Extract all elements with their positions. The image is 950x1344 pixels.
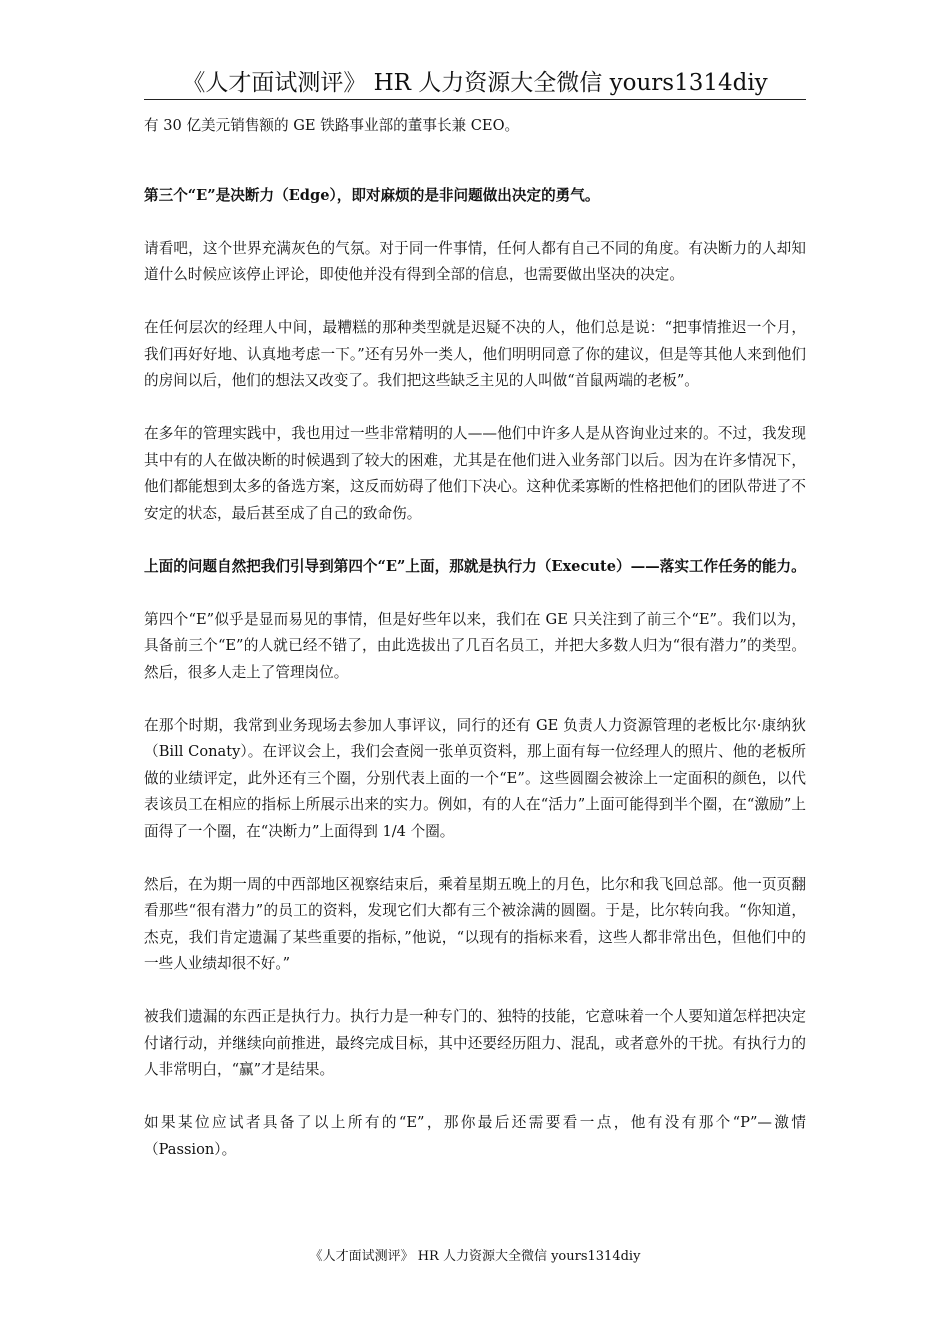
document-body	[144, 113, 806, 1190]
paragraph-passion: 如果某位应试者具备了以上所有的“E”，那你最后还需要看一点，他有没有那个“P”—激情（Passion）。	[144, 1114, 806, 1158]
paragraph-ceo-intro: 有 30 亿美元销售额的 GE 铁路事业部的董事长兼 CEO。	[144, 117, 520, 134]
page-header-title: 《人才面试测评》 HR 人力资源大全微信 yours1314diy	[182, 70, 768, 96]
heading-fourth-e-execute: 上面的问题自然把我们引导到第四个“E”上面，那就是执行力（Execute）——落实工作任务的能力。	[144, 557, 806, 575]
header-divider	[144, 99, 806, 100]
paragraph-edge-grey-world: 请看吧，这个世界充满灰色的气氛。对于同一件事情，任何人都有自己不同的角度。有决断力的人却知道什么时候应该停止评论，即使他并没有得到全部的信息，也需要做出坚决的决定。	[144, 239, 806, 283]
heading-third-e-edge: 第三个“E”是决断力（Edge），即对麻烦的是非问题做出决定的勇气。	[144, 186, 600, 204]
page-footer: 《人才面试测评》 HR 人力资源大全微信 yours1314diy	[309, 1249, 641, 1264]
paragraph-execution-skill: 被我们遗漏的东西正是执行力。执行力是一种专门的、独特的技能，它意味着一个人要知道怎样把决定付诸行动，并继续向前推进，最终完成目标，其中还要经历阻力、混乱，或者意外的干扰。有执行力的人非常明白，“赢”才是结果。	[144, 1008, 806, 1078]
paragraph-first-three-e: 第四个“E”似乎是显而易见的事情，但是好些年以来，我们在 GE 只关注到了前三个“E”。我们以为，具备前三个“E”的人就已经不错了，由此选拔出了几百名员工，并把大多数人归为“很有潜力”的类型。然后，很多人走上了管理岗位。	[144, 610, 806, 681]
paragraph-indecisive-managers: 在任何层次的经理人中间，最糟糕的那种类型就是迟疑不决的人，他们总是说：“把事情推迟一个月，我们再好好地、认真地考虑一下。”还有另外一类人，他们明明同意了你的建议，但是等其他人来到他们的房间以后，他们的想法又改变了。我们把这些缺乏主见的人叫做“首鼠两端的老板”。	[144, 319, 806, 389]
paragraph-personnel-review: 在那个时期，我常到业务现场去参加人事评议，同行的还有 GE 负责人力资源管理的老板比尔·康纳狄（Bill Conaty）。在评议会上，我们会查阅一张单页资料，那上面有每一位经理人的照片、他的老板所做的业绩评定，此外还有三个圈，分别代表上面的一个“E”。这些圆圈会被涂上一定面积的颜色，以代表该员工在相应的指标上所展示出来的实力。例如，有的人在“活力”上面可能得到半个圈，在“激励”上面得了一个圈，在“决断力”上面得到 1/4 个圈。	[144, 716, 806, 840]
paragraph-flight-home: 然后，在为期一周的中西部地区视察结束后，乘着星期五晚上的月色，比尔和我飞回总部。他一页页翻看那些“很有潜力”的员工的资料，发现它们大都有三个被涂满的圆圈。于是，比尔转向我。“你知道，杰克，我们肯定遗漏了某些重要的指标，”他说，“以现有的指标来看，这些人都非常出色，但他们中的一些人业绩却很不好。”	[144, 875, 806, 972]
paragraph-consultants: 在多年的管理实践中，我也用过一些非常精明的人——他们中许多人是从咨询业过来的。不过，我发现其中有的人在做决断的时候遇到了较大的困难，尤其是在他们进入业务部门以后。因为在许多情况下，他们都能想到太多的备选方案，这反而妨碍了他们下决心。这种优柔寡断的性格把他们的团队带进了不安定的状态，最后甚至成了自己的致命伤。	[144, 425, 806, 522]
